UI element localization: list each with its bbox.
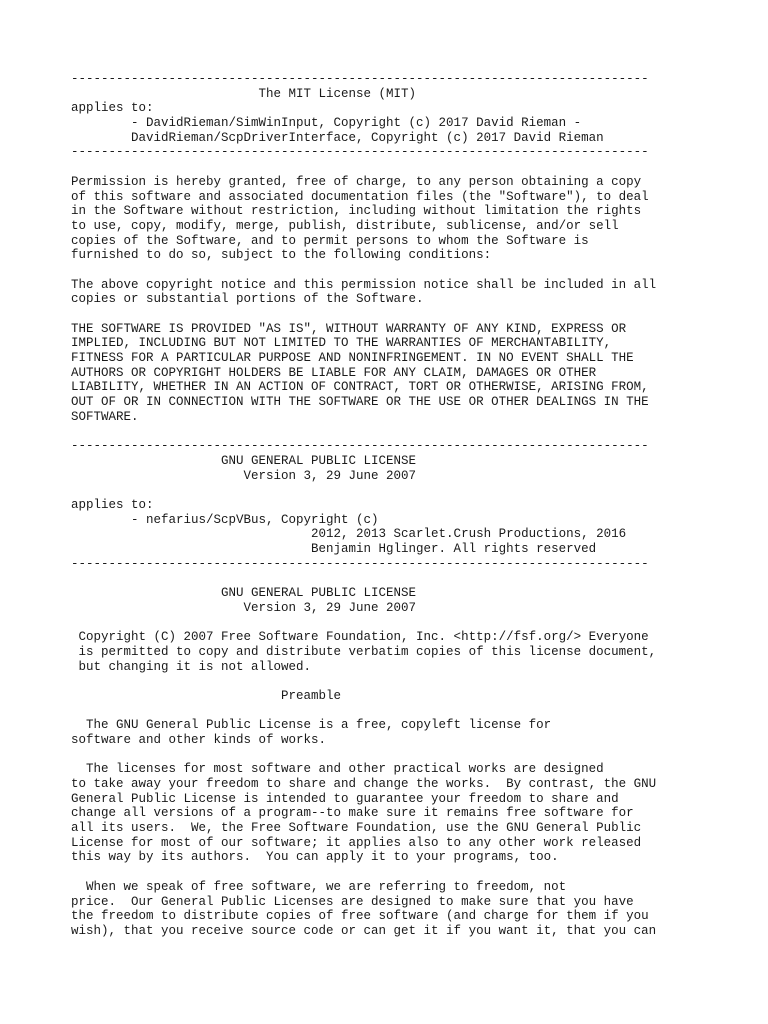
text-line: Permission is hereby granted, free of charge, to any person obtaining a copy	[71, 174, 642, 189]
text-line: GNU GENERAL PUBLIC LICENSE	[71, 586, 417, 601]
text-line: General Public License is intended to guarantee your freedom to share and	[71, 791, 619, 806]
text-line: but changing it is not allowed.	[71, 659, 312, 674]
blank-line	[71, 483, 741, 498]
blank-line	[71, 865, 741, 880]
text-line: applies to:	[71, 101, 154, 116]
text-line: change all versions of a program--to make sure it remains free software for	[71, 806, 634, 821]
blank-line	[71, 571, 741, 586]
blank-line	[71, 674, 741, 689]
text-line: Copyright (C) 2007 Free Software Foundation, Inc. <http://fsf.org/> Everyone	[71, 630, 649, 645]
text-line: 2012, 2013 Scarlet.Crush Productions, 2016	[71, 527, 627, 542]
text-line: The MIT License (MIT)	[71, 86, 417, 101]
separator-line: -----------------------------------------------------------------------------	[71, 556, 649, 571]
text-line: GNU GENERAL PUBLIC LICENSE	[71, 453, 417, 468]
text-line: in the Software without restriction, including without limitation the rights	[71, 204, 642, 219]
blank-line	[71, 307, 741, 322]
text-line: License for most of our software; it applies also to any other work released	[71, 835, 642, 850]
text-line: applies to:	[71, 497, 154, 512]
blank-line	[71, 160, 741, 175]
text-line: is permitted to copy and distribute verbatim copies of this license document,	[71, 644, 657, 659]
text-line: this way by its authors. You can apply it to your programs, too.	[71, 850, 559, 865]
text-line: IMPLIED, INCLUDING BUT NOT LIMITED TO THE WARRANTIES OF MERCHANTABILITY,	[71, 336, 612, 351]
text-line: The licenses for most software and other practical works are designed	[71, 762, 604, 777]
text-line: to use, copy, modify, merge, publish, distribute, sublicense, and/or sell	[71, 218, 619, 233]
text-line: software and other kinds of works.	[71, 732, 327, 747]
text-line: OUT OF OR IN CONNECTION WITH THE SOFTWARE OR THE USE OR OTHER DEALINGS IN THE	[71, 395, 649, 410]
text-line: the freedom to distribute copies of free software (and charge for them if you	[71, 909, 649, 924]
text-line: Version 3, 29 June 2007	[71, 600, 417, 615]
text-line: - nefarius/ScpVBus, Copyright (c)	[71, 512, 379, 527]
text-line: copies or substantial portions of the Software.	[71, 292, 424, 307]
text-line: THE SOFTWARE IS PROVIDED "AS IS", WITHOUT WARRANTY OF ANY KIND, EXPRESS OR	[71, 321, 627, 336]
text-line: all its users. We, the Free Software Foundation, use the GNU General Public	[71, 821, 642, 836]
text-line: FITNESS FOR A PARTICULAR PURPOSE AND NONINFRINGEMENT. IN NO EVENT SHALL THE	[71, 351, 634, 366]
text-line: copies of the Software, and to permit persons to whom the Software is	[71, 233, 589, 248]
blank-line	[71, 748, 741, 763]
text-line: The GNU General Public License is a free, copyleft license for	[71, 718, 552, 733]
text-line: to take away your freedom to share and change the works. By contrast, the GNU	[71, 777, 657, 791]
text-line: The above copyright notice and this permission notice shall be included in all	[71, 277, 657, 292]
text-line: LIABILITY, WHETHER IN AN ACTION OF CONTRACT, TORT OR OTHERWISE, ARISING FROM,	[71, 380, 649, 395]
text-line: price. Our General Public Licenses are designed to make sure that you have	[71, 894, 634, 909]
text-line: furnished to do so, subject to the following conditions:	[71, 248, 492, 263]
license-document	[71, 72, 741, 939]
blank-line	[71, 704, 741, 719]
blank-line	[71, 425, 741, 440]
text-line: Preamble	[71, 688, 342, 703]
separator-line: -----------------------------------------------------------------------------	[71, 439, 649, 454]
blank-line	[71, 263, 741, 278]
text-line: DavidRieman/ScpDriverInterface, Copyright (c) 2017 David Rieman	[71, 130, 604, 145]
separator-line: -----------------------------------------------------------------------------	[71, 145, 649, 160]
text-line: - DavidRieman/SimWinInput, Copyright (c) 2017 David Rieman -	[71, 116, 582, 131]
text-line: Benjamin Hglinger. All rights reserved	[71, 542, 597, 556]
text-line: When we speak of free software, we are referring to freedom, not	[71, 879, 567, 894]
separator-line: -----------------------------------------------------------------------------	[71, 72, 649, 86]
blank-line	[71, 615, 741, 630]
text-line: AUTHORS OR COPYRIGHT HOLDERS BE LIABLE FOR ANY CLAIM, DAMAGES OR OTHER	[71, 365, 597, 380]
text-line: SOFTWARE.	[71, 409, 139, 424]
text-line: wish), that you receive source code or can get it if you want it, that you can	[71, 923, 657, 938]
text-line: of this software and associated documentation files (the "Software"), to deal	[71, 189, 649, 204]
text-line: Version 3, 29 June 2007	[71, 468, 417, 483]
